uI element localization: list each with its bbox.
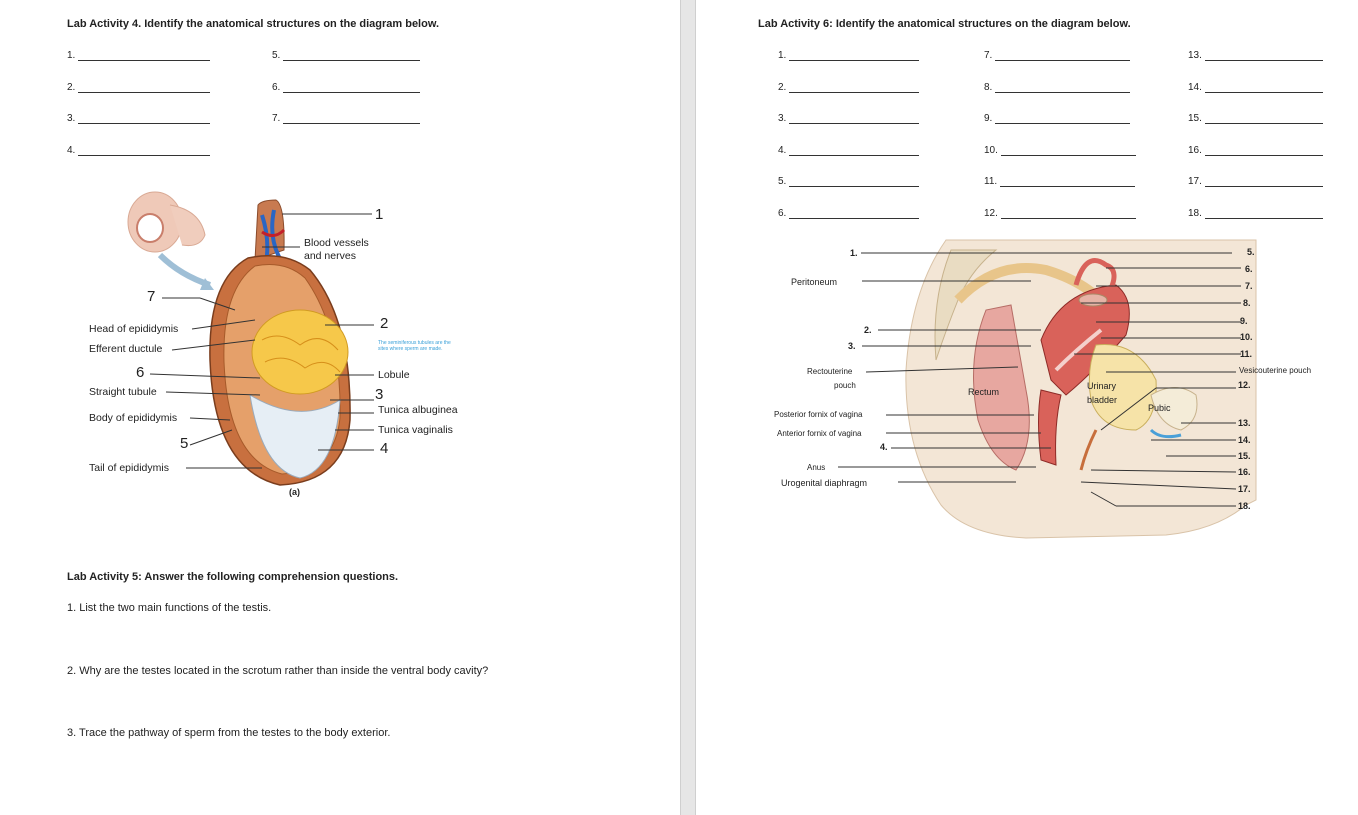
blank-6-14[interactable]: 14. bbox=[1188, 82, 1323, 93]
testis-num-2: 2 bbox=[380, 315, 389, 332]
urinary-label-2: bladder bbox=[1087, 395, 1118, 405]
pelvis-num-18: 18. bbox=[1238, 501, 1251, 511]
pelvis-num-16: 16. bbox=[1238, 467, 1251, 477]
rectum-label: Rectum bbox=[968, 387, 1000, 397]
pelvis-num-5: 5. bbox=[1247, 247, 1255, 257]
blank-4-6[interactable]: 6. bbox=[272, 82, 420, 93]
question-3: 3. Trace the pathway of sperm from the testes to the body exterior. bbox=[67, 727, 391, 739]
pelvis-num-11: 11. bbox=[1240, 349, 1253, 359]
rectouterine-label-1: Rectouterine bbox=[807, 367, 853, 376]
vesicouterine-label: Vesicouterine pouch bbox=[1239, 366, 1312, 375]
blank-6-16[interactable]: 16. bbox=[1188, 145, 1323, 156]
efferent-ductule-label: Efferent ductule bbox=[89, 343, 163, 355]
blank-6-17[interactable]: 17. bbox=[1188, 176, 1323, 187]
pelvis-num-6: 6. bbox=[1245, 264, 1253, 274]
tunica-albuginea-label: Tunica albuginea bbox=[378, 404, 458, 416]
peritoneum-label: Peritoneum bbox=[791, 277, 838, 287]
pelvis-num-3: 3. bbox=[848, 341, 856, 351]
blank-4-7[interactable]: 7. bbox=[272, 113, 420, 124]
blank-6-1[interactable]: 1. bbox=[778, 50, 919, 61]
pelvis-num-2: 2. bbox=[864, 325, 872, 335]
pelvis-num-13: 13. bbox=[1238, 418, 1251, 428]
blank-6-6[interactable]: 6. bbox=[778, 208, 919, 219]
pubic-label: Pubic bbox=[1148, 403, 1171, 413]
diagram-caption: (a) bbox=[289, 487, 300, 497]
blank-6-13[interactable]: 13. bbox=[1188, 50, 1323, 61]
pelvis-num-7: 7. bbox=[1245, 281, 1253, 291]
pelvis-num-17: 17. bbox=[1238, 484, 1251, 494]
blank-4-3[interactable]: 3. bbox=[67, 113, 210, 124]
tunica-vaginalis-label: Tunica vaginalis bbox=[378, 424, 453, 436]
blank-4-5[interactable]: 5. bbox=[272, 50, 420, 61]
blank-4-1[interactable]: 1. bbox=[67, 50, 210, 61]
blank-6-7[interactable]: 7. bbox=[984, 50, 1130, 61]
testis-num-3: 3 bbox=[375, 386, 384, 403]
blank-6-18[interactable]: 18. bbox=[1188, 208, 1323, 219]
pelvis-num-1: 1. bbox=[850, 248, 858, 258]
blank-6-2[interactable]: 2. bbox=[778, 82, 919, 93]
inset-icon bbox=[128, 192, 214, 290]
head-epididymis-label: Head of epididymis bbox=[89, 323, 179, 335]
testis-num-5: 5 bbox=[180, 435, 189, 452]
pelvis-num-9: 9. bbox=[1240, 316, 1248, 326]
blank-6-8[interactable]: 8. bbox=[984, 82, 1130, 93]
activity6-title: Lab Activity 6: Identify the anatomical structures on the diagram below. bbox=[758, 18, 1131, 30]
blank-6-15[interactable]: 15. bbox=[1188, 113, 1323, 124]
nerves-label: and nerves bbox=[304, 250, 356, 262]
question-1: 1. List the two main functions of the testis. bbox=[67, 602, 272, 614]
seminiferous-note: The seminiferous tubules are the sites where sperm are made. bbox=[378, 340, 451, 352]
pelvis-num-10: 10. bbox=[1240, 332, 1253, 342]
blank-6-10[interactable]: 10. bbox=[984, 145, 1136, 156]
lobule-label: Lobule bbox=[378, 369, 410, 381]
urinary-label-1: Urinary bbox=[1087, 381, 1117, 391]
blank-6-11[interactable]: 11. bbox=[984, 176, 1135, 187]
straight-tubule-label: Straight tubule bbox=[89, 386, 157, 398]
question-2: 2. Why are the testes located in the scrotum rather than inside the ventral body cavity? bbox=[67, 665, 489, 677]
blank-4-4[interactable]: 4. bbox=[67, 145, 210, 156]
anus-label: Anus bbox=[807, 463, 826, 472]
right-page bbox=[696, 0, 1358, 815]
pelvis-num-15: 15. bbox=[1238, 451, 1251, 461]
posterior-fornix-label: Posterior fornix of vagina bbox=[774, 410, 863, 419]
blood-vessels-label: Blood vessels bbox=[304, 237, 369, 249]
tail-epididymis-label: Tail of epididymis bbox=[89, 462, 169, 474]
anterior-fornix-label: Anterior fornix of vagina bbox=[777, 429, 862, 438]
activity4-title: Lab Activity 4. Identify the anatomical structures on the diagram below. bbox=[67, 18, 440, 30]
pelvis-num-4: 4. bbox=[880, 442, 888, 452]
testis-num-6: 6 bbox=[136, 364, 145, 381]
blank-6-4[interactable]: 4. bbox=[778, 145, 919, 156]
activity5-title: Lab Activity 5: Answer the following comprehension questions. bbox=[67, 571, 399, 583]
testis-num-1: 1 bbox=[375, 206, 384, 223]
blank-6-5[interactable]: 5. bbox=[778, 176, 919, 187]
testis-num-4: 4 bbox=[380, 440, 389, 457]
blank-6-3[interactable]: 3. bbox=[778, 113, 919, 124]
page-gutter bbox=[680, 0, 696, 815]
blank-4-2[interactable]: 2. bbox=[67, 82, 210, 93]
pelvis-num-12: 12. bbox=[1238, 380, 1251, 390]
pelvis-num-14: 14. bbox=[1238, 435, 1251, 445]
rectouterine-label-2: pouch bbox=[834, 381, 856, 390]
blank-6-12[interactable]: 12. bbox=[984, 208, 1136, 219]
pelvis-num-8: 8. bbox=[1243, 298, 1251, 308]
testis-num-7: 7 bbox=[147, 288, 156, 305]
body-epididymis-label: Body of epididymis bbox=[89, 412, 178, 424]
blank-6-9[interactable]: 9. bbox=[984, 113, 1130, 124]
urogenital-label: Urogenital diaphragm bbox=[781, 478, 868, 488]
